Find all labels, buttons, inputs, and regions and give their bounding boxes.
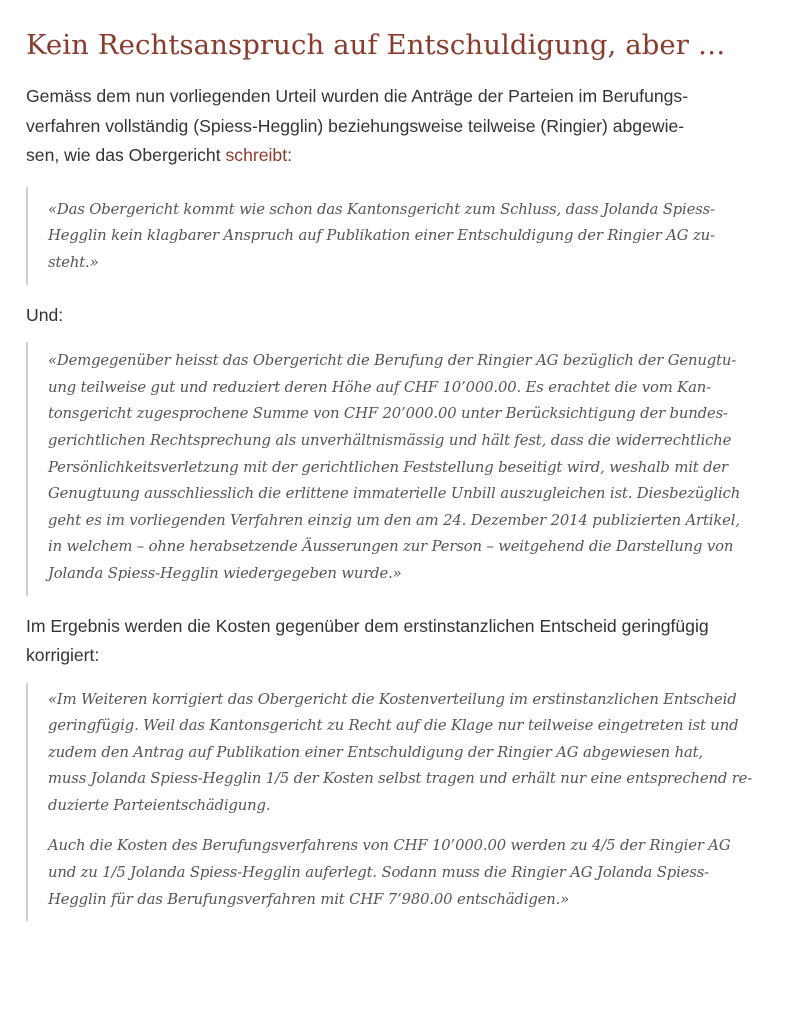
article-heading: Kein Rechtsanspruch auf Entschuldigung, aber …: [26, 29, 726, 61]
quote-paragraph: [48, 833, 770, 913]
quote-line: Hegglin für das Berufungsverfahren mit CHF 7’980.00 entschädigen.»: [48, 890, 570, 908]
result-line: Im Ergebnis werden die Kosten gegenüber dem erstinstanzlichen Entscheid geringfügig: [26, 615, 709, 636]
quote-line: «Das Obergericht kommt wie schon das Kantonsgericht zum Schluss, dass Jolanda Spiess-: [48, 200, 715, 218]
result-paragraph: [26, 612, 770, 671]
schreibt-link[interactable]: schreibt: [225, 145, 288, 166]
intro-line: Gemäss dem nun vorliegenden Urteil wurden die Anträge der Parteien im Berufungs-: [26, 86, 689, 107]
intro-line: [26, 141, 770, 171]
result-line: korrigiert:: [26, 645, 100, 665]
quote-line: Persönlichkeitsverletzung mit der gerichtlichen Feststellung beseitigt wird, weshalb mit der: [48, 458, 728, 476]
quote-line: geringfügig. Weil das Kantonsgericht zu Recht auf die Klage nur teilweise eingetreten ist und: [48, 717, 739, 735]
blockquote-genugtuung: [26, 342, 770, 595]
quote-line: zudem den Antrag auf Publikation einer Entschuldigung der Ringier AG abgewiesen hat,: [48, 743, 703, 761]
intro-line: verfahren vollständig (Spiess-Hegglin) beziehungsweise teilweise (Ringier) abgewie-: [26, 115, 685, 136]
und-paragraph: Und:: [26, 304, 64, 325]
quote-line: «Demgegenüber heisst das Obergericht die Berufung der Ringier AG bezüglich der Genugtu-: [48, 352, 737, 370]
quote-line: in welchem – ohne herabsetzende Äusserungen zur Person – weitgehend die Darstellung von: [48, 538, 734, 556]
quote-line: Auch die Kosten des Berufungsverfahrens von CHF 10’000.00 werden zu 4/5 der Ringier AG: [48, 837, 731, 855]
intro-text: sen, wie das Obergericht: [26, 145, 226, 166]
quote-line: tonsgericht zugesprochene Summe von CHF 20’000.00 unter Berücksichtigung der bundes-: [48, 405, 728, 423]
quote-line: «Im Weiteren korrigiert das Obergericht die Kostenverteilung im erstinstanzlichen Entscheid: [48, 690, 737, 708]
blockquote-kosten: [26, 683, 770, 922]
quote-line: Jolanda Spiess-Hegglin wiedergegeben wurde.»: [48, 564, 402, 582]
quote-line: Hegglin kein klagbarer Anspruch auf Publikation einer Entschuldigung der Ringier AG zu-: [48, 227, 715, 245]
intro-paragraph: [26, 82, 770, 171]
blockquote-entschuldigung: [26, 187, 770, 285]
quote-line: gerichtlichen Rechtsprechung als unverhältnismässig und hält fest, dass die widerrechtliche: [48, 431, 732, 449]
quote-line: Genugtuung ausschliesslich die erlittene immaterielle Unbill auszugleichen ist. Diesbezüglich: [48, 485, 741, 503]
quote-line: duzierte Parteientschädigung.: [48, 796, 271, 814]
article: [26, 28, 770, 937]
quote-line: geht es im vorliegenden Verfahren einzig um den am 24. Dezember 2014 publizierten Artikel,: [48, 511, 740, 529]
quote-line: muss Jolanda Spiess-Hegglin 1/5 der Kosten selbst tragen und erhält nur eine entsprechend re-: [48, 770, 753, 788]
intro-colon: :: [287, 145, 292, 166]
quote-line: und zu 1/5 Jolanda Spiess-Hegglin auferlegt. Sodann muss die Ringier AG Jolanda Spiess-: [48, 864, 709, 882]
quote-line: steht.»: [48, 254, 99, 272]
quote-line: ung teilweise gut und reduziert deren Höhe auf CHF 10’000.00. Es erachtet die vom Kan-: [48, 378, 711, 396]
quote-paragraph: [48, 687, 770, 820]
